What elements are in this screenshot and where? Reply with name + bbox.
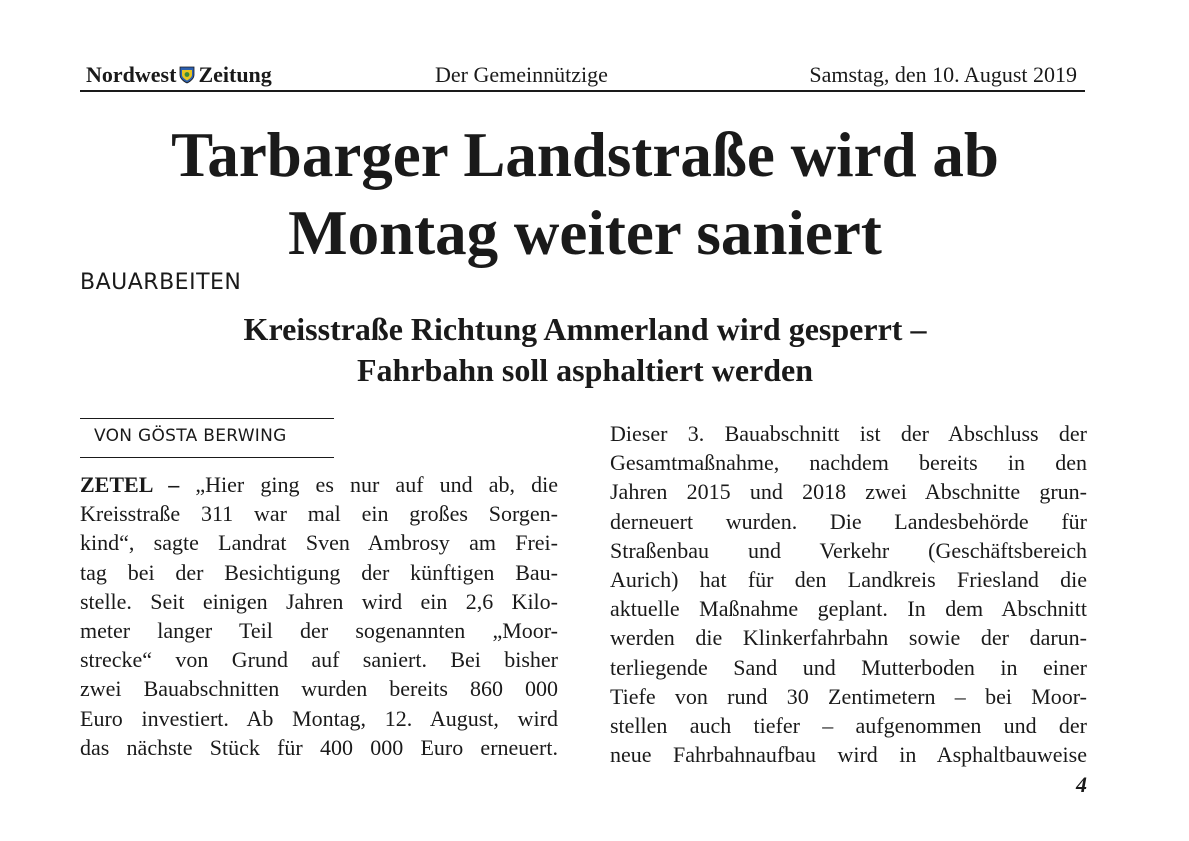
subhead-line-1: Kreisstraße Richtung Ammerland wird gesperrt – — [243, 311, 927, 347]
article-column-left — [80, 470, 558, 762]
column-line: kind“, sagte Landrat Sven Ambrosy am Frei- — [80, 530, 558, 556]
paper-name-part1: Nordwest — [86, 62, 177, 87]
article-headline — [80, 116, 1090, 272]
issue-date: Samstag, den 10. August 2019 — [809, 62, 1077, 87]
column-line: Jahren 2015 und 2018 zwei Abschnitte grun- — [610, 479, 1087, 505]
column-line: Kreisstraße 311 war mal ein großes Sorgen- — [80, 501, 558, 527]
column-line: Tiefe von rund 30 Zentimetern – bei Moor- — [610, 683, 1087, 709]
column-line: derneuert wurden. Die Landesbehörde für — [610, 508, 1087, 534]
column-line: tag bei der Besichtigung der künftigen Bau- — [80, 559, 558, 585]
paper-name-part2: Zeitung — [198, 62, 272, 87]
byline-author: VON GÖSTA BERWING — [94, 426, 287, 446]
byline — [80, 418, 334, 458]
headline-line-2: Montag weiter saniert — [288, 198, 882, 268]
page-number: 4 — [1076, 772, 1087, 797]
dateline: ZETEL – — [80, 472, 180, 497]
column-line: Gesamtmaßnahme, nachdem bereits in den — [610, 450, 1087, 476]
article-kicker: BAUARBEITEN — [80, 270, 242, 295]
column-line: Dieser 3. Bauabschnitt ist der Abschluss der — [610, 421, 1087, 446]
column-line: meter langer Teil der sogenannten „Moor- — [80, 618, 558, 644]
article-column-right — [610, 419, 1087, 769]
column-line-text: „Hier ging es nur auf und ab, die — [195, 472, 558, 497]
column-line: stellen auch tiefer – aufgenommen und der — [610, 713, 1087, 739]
subhead-line-2: Fahrbahn soll asphaltiert werden — [356, 352, 814, 388]
supplement-title: Der Gemeinnützige — [435, 62, 608, 87]
column-line: neue Fahrbahnaufbau wird in Asphaltbauweise — [610, 742, 1087, 768]
column-line: terliegende Sand und Mutterboden in einer — [610, 654, 1087, 680]
paper-name — [86, 62, 272, 90]
column-line: Straßenbau und Verkehr (Geschäftsbereich — [610, 537, 1087, 563]
column-line: werden die Klinkerfahrbahn sowie der darun- — [610, 625, 1087, 651]
column-line: das nächste Stück für 400 000 Euro erneuert. — [80, 734, 558, 760]
masthead — [80, 58, 1085, 92]
article-subheadline — [80, 309, 1090, 391]
column-line — [80, 470, 558, 499]
coat-of-arms-icon — [179, 64, 195, 90]
column-line: strecke“ von Grund auf saniert. Bei bisher — [80, 647, 558, 673]
headline-line-1: Tarbarger Landstraße wird ab — [171, 120, 999, 190]
column-line: Euro investiert. Ab Montag, 12. August, wird — [80, 705, 558, 731]
column-line: Aurich) hat für den Landkreis Friesland die — [610, 567, 1087, 593]
column-line: aktuelle Maßnahme geplant. In dem Abschnitt — [610, 596, 1087, 622]
column-line: stelle. Seit einigen Jahren wird ein 2,6 Kilo- — [80, 588, 558, 614]
column-line: zwei Bauabschnitten wurden bereits 860 000 — [80, 676, 558, 702]
